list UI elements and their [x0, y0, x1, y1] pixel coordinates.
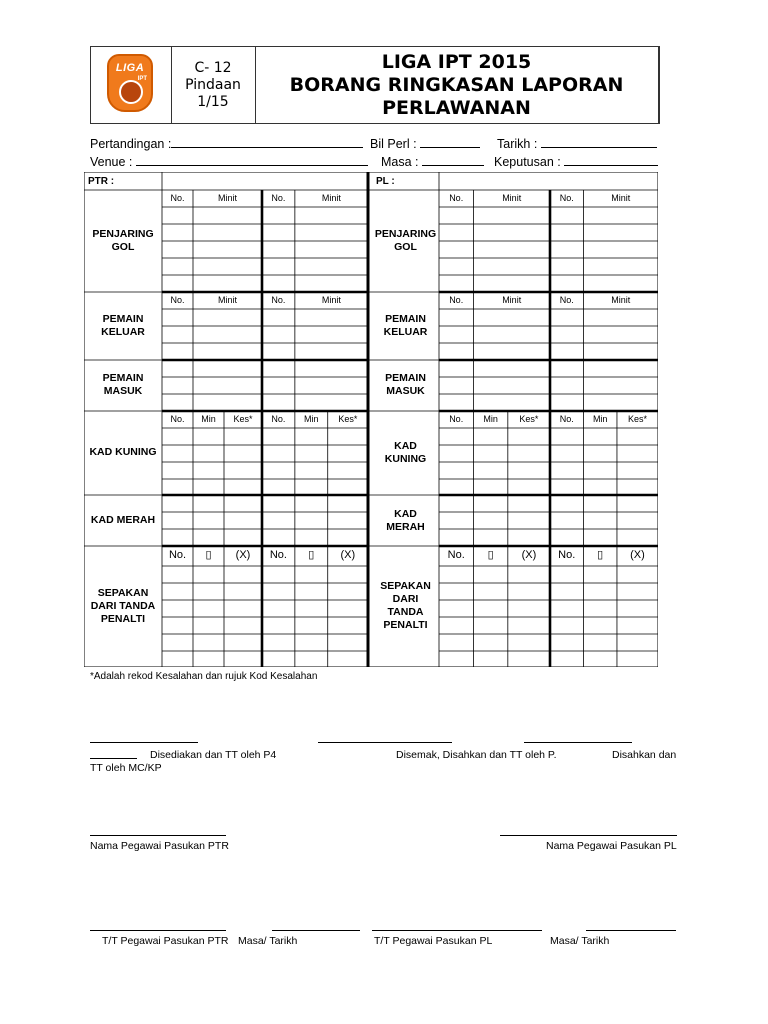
col-header-min: Min [483, 414, 498, 424]
penjaring-gol-label-ptr-line: GOL [111, 241, 135, 253]
tarikh-label: Tarikh : [497, 137, 538, 151]
sig-line-mc[interactable] [524, 742, 632, 743]
pemain-masuk-label-pl-line: MASUK [386, 385, 425, 397]
pemain-keluar-label-pl [372, 313, 439, 339]
disahkan-label: Disahkan dan [612, 749, 677, 761]
col-header-x: (X) [235, 549, 251, 561]
sepakan-label-pl-line: DARI [392, 593, 419, 605]
sig-line-p4-short[interactable] [90, 758, 137, 759]
col-header-no: No. [449, 414, 464, 424]
col-header-min: Min [592, 414, 608, 424]
nama-ptr-label: Nama Pegawai Pasukan PTR [90, 840, 229, 852]
tarikh-blank[interactable] [541, 137, 657, 148]
kad-kuning-label-pl [372, 440, 439, 466]
col-header-kes: Kes* [519, 414, 539, 424]
tt-pl-label: T/T Pegawai Pasukan PL [374, 935, 493, 947]
form-code: C- 12 [194, 59, 232, 76]
sepakan-label-ptr-line: PENALTI [100, 612, 146, 625]
pl-label: PL : [376, 176, 395, 187]
bil-perl-label: Bil Perl : [370, 137, 417, 151]
disediakan-label: Disediakan dan TT oleh P4 [150, 749, 277, 761]
masa-tarikh-label-2: Masa/ Tarikh [550, 935, 610, 947]
col-header-x: (X) [340, 549, 356, 561]
col-header-no: No. [449, 193, 464, 203]
col-header-min: Min [201, 414, 216, 424]
pemain-masuk-label-ptr-line: MASUK [103, 385, 143, 397]
col-header-check: ▯ [205, 549, 212, 561]
venue-field[interactable] [90, 155, 368, 169]
masa-blank[interactable] [422, 155, 484, 166]
col-header-check: ▯ [308, 549, 315, 561]
logo-sub-text: IPT [137, 76, 147, 82]
form-header [90, 46, 660, 124]
penjaring-gol-label-pl-line: PENJARING [374, 228, 437, 240]
kad-merah-label-pl-line: KAD [394, 508, 417, 520]
col-header-no: No. [559, 193, 574, 203]
pemain-keluar-label-pl-line: KELUAR [383, 326, 428, 338]
revision-number: 1/15 [197, 93, 229, 110]
col-header-no: No. [558, 549, 576, 561]
col-header-x: (X) [630, 549, 645, 561]
col-header-kes: Kes* [233, 414, 253, 424]
col-header-min: Min [304, 414, 319, 424]
pemain-keluar-label-ptr-line: PEMAIN [102, 313, 144, 325]
col-header-no: No. [559, 295, 574, 305]
sepakan-label-pl-line: SEPAKAN [380, 580, 431, 592]
masa-field[interactable] [381, 155, 484, 169]
sepakan-label-pl-line: TANDA [387, 606, 424, 618]
football-icon [119, 80, 143, 104]
footnote: *Adalah rekod Kesalahan dan rujuk Kod Kesalahan [90, 671, 318, 682]
nama-ptr-line[interactable] [90, 835, 226, 836]
kad-merah-label-ptr: KAD MERAH [90, 514, 156, 526]
col-header-no: No. [271, 414, 286, 424]
col-header-minit: Minit [217, 295, 237, 305]
tt-pl-line[interactable] [372, 930, 542, 931]
kad-kuning-label-pl-line: KUNING [384, 453, 427, 465]
col-header-no: No. [170, 414, 185, 424]
pemain-keluar-label-ptr-line: KELUAR [101, 326, 145, 338]
venue-blank[interactable] [136, 155, 368, 166]
col-header-no: No. [559, 414, 574, 424]
sig-line-p[interactable] [318, 742, 452, 743]
title-line-2: BORANG RINGKASAN LAPORAN [289, 73, 624, 96]
sig-line-p4[interactable] [90, 742, 198, 743]
masa-tarikh-line-1[interactable] [272, 930, 360, 931]
sepakan-label-pl [372, 580, 439, 632]
bil-perl-blank[interactable] [420, 137, 480, 148]
sepakan-label-ptr-line: DARI TANDA [90, 599, 156, 612]
pemain-keluar-label-pl-line: PEMAIN [385, 313, 426, 325]
title-line-3: PERLAWANAN [382, 96, 531, 119]
table-labels [84, 172, 658, 667]
penjaring-gol-label-ptr-line: PENJARING [92, 228, 154, 240]
pemain-masuk-label-pl [372, 372, 439, 398]
tt-mc-label: TT oleh MC/KP [90, 762, 162, 774]
col-header-minit: Minit [611, 295, 631, 305]
pemain-masuk-label-ptr [84, 372, 162, 398]
disemak-label: Disemak, Disahkan dan TT oleh P. [396, 749, 557, 761]
tt-ptr-line[interactable] [90, 930, 226, 931]
tt-ptr-label: T/T Pegawai Pasukan PTR [102, 935, 229, 947]
col-header-minit: Minit [502, 193, 522, 203]
col-header-no: No. [447, 549, 465, 561]
col-header-no: No. [168, 549, 187, 561]
kad-merah-label-pl [372, 508, 439, 534]
revision-label: Pindaan [185, 76, 241, 93]
col-header-kes: Kes* [338, 414, 358, 424]
form-title [255, 47, 659, 123]
ptr-label: PTR : [88, 176, 115, 187]
pemain-keluar-label-ptr [84, 313, 162, 339]
col-header-no: No. [271, 193, 286, 203]
nama-pl-label: Nama Pegawai Pasukan PL [546, 840, 677, 852]
col-header-minit: Minit [217, 193, 237, 203]
col-header-minit: Minit [321, 193, 341, 203]
col-header-minit: Minit [611, 193, 631, 203]
col-header-no: No. [269, 549, 287, 561]
logo-cell [91, 47, 172, 123]
col-header-x: (X) [521, 549, 537, 561]
keputusan-label: Keputusan : [494, 155, 561, 169]
pemain-masuk-label-ptr-line: PEMAIN [102, 372, 144, 384]
pemain-masuk-label-pl-line: PEMAIN [385, 372, 426, 384]
col-header-check: ▯ [597, 549, 604, 561]
pertandingan-field[interactable] [90, 137, 363, 151]
col-header-no: No. [271, 295, 286, 305]
col-header-minit: Minit [502, 295, 522, 305]
sepakan-label-ptr [84, 587, 162, 626]
col-header-no: No. [170, 193, 185, 203]
bil-perl-field[interactable] [370, 137, 480, 151]
sepakan-label-pl-line: PENALTI [383, 619, 428, 631]
kad-kuning-label-pl-line: KAD [394, 440, 417, 452]
penjaring-gol-label-pl-line: GOL [394, 241, 417, 253]
masa-tarikh-label-1: Masa/ Tarikh [238, 935, 298, 947]
col-header-no: No. [449, 295, 464, 305]
col-header-check: ▯ [487, 549, 494, 561]
form-code-cell [171, 47, 256, 123]
kad-merah-label-pl-line: MERAH [386, 521, 425, 533]
penjaring-gol-label-ptr [84, 228, 162, 254]
venue-label: Venue : [90, 155, 133, 169]
tarikh-field[interactable] [497, 137, 657, 151]
nama-pl-line[interactable] [500, 835, 677, 836]
pertandingan-label: Pertandingan : [90, 137, 172, 151]
penjaring-gol-label-pl [372, 228, 439, 254]
col-header-no: No. [170, 295, 185, 305]
keputusan-blank[interactable] [564, 155, 658, 166]
pertandingan-blank[interactable] [171, 137, 363, 148]
logo-text: LIGA [115, 62, 145, 74]
col-header-kes: Kes* [627, 414, 647, 424]
masa-tarikh-line-2[interactable] [586, 930, 676, 931]
masa-label: Masa : [381, 155, 419, 169]
kad-kuning-label-ptr: KAD KUNING [89, 446, 157, 458]
keputusan-field[interactable] [494, 155, 658, 169]
sepakan-label-ptr-line: SEPAKAN [97, 586, 149, 599]
title-line-1: LIGA IPT 2015 [381, 50, 532, 73]
col-header-minit: Minit [321, 295, 341, 305]
liga-ipt-logo [107, 54, 153, 112]
